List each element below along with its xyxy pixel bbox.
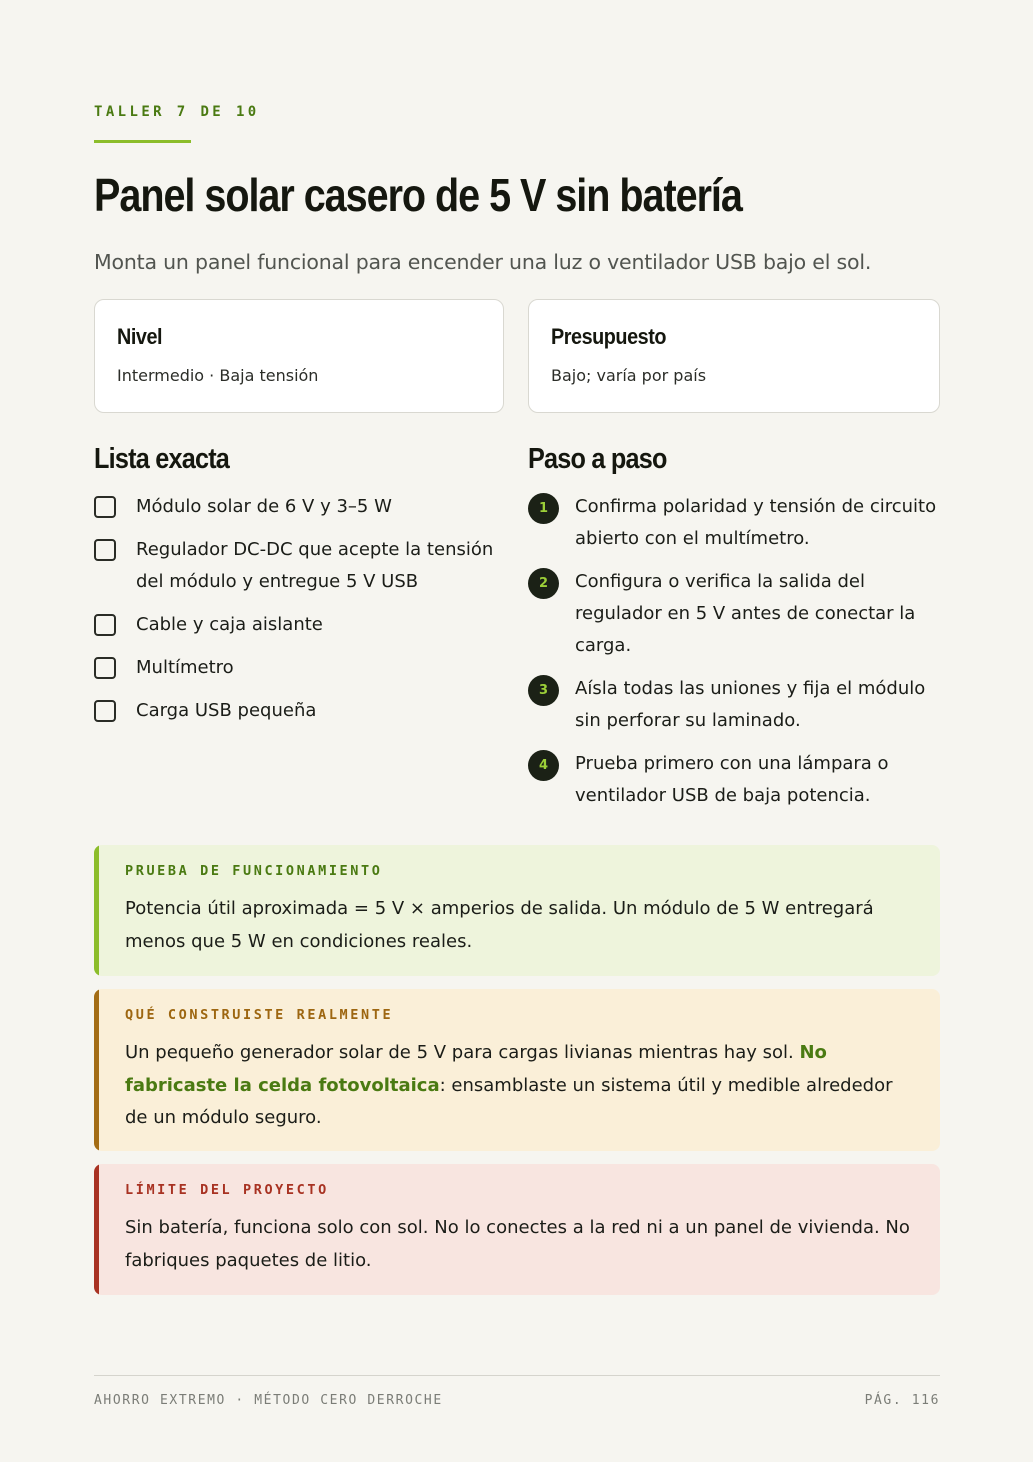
page-title: Panel solar casero de 5 V sin batería <box>94 169 742 221</box>
steps-title: Paso a paso <box>528 443 667 475</box>
checkbox[interactable] <box>94 700 116 722</box>
checklist-title: Lista exacta <box>94 443 230 475</box>
built-callout-body <box>125 1037 916 1135</box>
step-text: Prueba primero con una lámpara o ventilador USB de baja potencia. <box>575 753 889 806</box>
built-callout <box>94 989 940 1151</box>
workshop-counter: TALLER 7 DE 10 <box>94 104 260 120</box>
checkbox[interactable] <box>94 657 116 679</box>
level-label: Nivel <box>117 324 163 349</box>
step-item <box>528 748 940 812</box>
checklist-item-label: Módulo solar de 6 V y 3–5 W <box>136 496 392 517</box>
built-body-start: Un pequeño generador solar de 5 V para cargas livianas mientras hay sol. <box>125 1042 800 1063</box>
step-item <box>528 566 940 662</box>
limit-callout <box>94 1164 940 1295</box>
checklist-item[interactable] <box>94 609 504 641</box>
budget-label: Presupuesto <box>551 324 666 349</box>
built-body-highlight: No fabricaste la celda fotovoltaica <box>125 1042 827 1096</box>
checklist-item[interactable] <box>94 652 504 684</box>
page-number: PÁG. 116 <box>864 1393 940 1408</box>
steps-list <box>528 491 940 823</box>
step-item <box>528 673 940 737</box>
test-callout <box>94 845 940 976</box>
test-callout-label: PRUEBA DE FUNCIONAMIENTO <box>125 863 383 879</box>
checklist-item-label: Cable y caja aislante <box>136 614 323 635</box>
materials-checklist <box>94 491 504 738</box>
footer-book-title: AHORRO EXTREMO · MÉTODO CERO DERROCHE <box>94 1393 443 1408</box>
checkbox[interactable] <box>94 539 116 561</box>
checkbox[interactable] <box>94 496 116 518</box>
checklist-item[interactable] <box>94 491 504 523</box>
step-number-badge: 2 <box>528 568 559 599</box>
budget-card <box>528 299 940 413</box>
checklist-item-label: Regulador DC-DC que acepte la tensión del módulo y entregue 5 V USB <box>136 539 494 592</box>
level-card <box>94 299 504 413</box>
limit-callout-label: LÍMITE DEL PROYECTO <box>125 1182 329 1198</box>
checkbox[interactable] <box>94 614 116 636</box>
checklist-item-label: Multímetro <box>136 657 234 678</box>
checklist-item-label: Carga USB pequeña <box>136 700 317 721</box>
step-number-badge: 1 <box>528 493 559 524</box>
step-text: Aísla todas las uniones y fija el módulo sin perforar su laminado. <box>575 678 926 731</box>
built-callout-label: QUÉ CONSTRUISTE REALMENTE <box>125 1007 394 1023</box>
step-text: Configura o verifica la salida del regulador en 5 V antes de conectar la carga. <box>575 571 916 656</box>
step-number-badge: 4 <box>528 750 559 781</box>
budget-value: Bajo; varía por país <box>551 366 707 385</box>
footer-divider <box>94 1375 940 1376</box>
level-value: Intermedio · Baja tensión <box>117 366 319 385</box>
built-body-end: : ensamblaste un sistema útil y medible alrededor de un módulo seguro. <box>125 1074 893 1128</box>
step-item <box>528 491 940 555</box>
eyebrow-divider <box>94 140 191 143</box>
checklist-item[interactable] <box>94 534 504 598</box>
step-number-badge: 3 <box>528 675 559 706</box>
page-subtitle: Monta un panel funcional para encender una luz o ventilador USB bajo el sol. <box>94 250 872 274</box>
checklist-item[interactable] <box>94 695 504 727</box>
step-text: Confirma polaridad y tensión de circuito abierto con el multímetro. <box>575 496 937 549</box>
limit-callout-body: Sin batería, funciona solo con sol. No lo conectes a la red ni a un panel de vivienda. No fabriques paquetes de litio. <box>125 1217 910 1271</box>
test-callout-body: Potencia útil aproximada = 5 V × amperios de salida. Un módulo de 5 W entregará menos que 5 W en condiciones reales. <box>125 898 874 952</box>
